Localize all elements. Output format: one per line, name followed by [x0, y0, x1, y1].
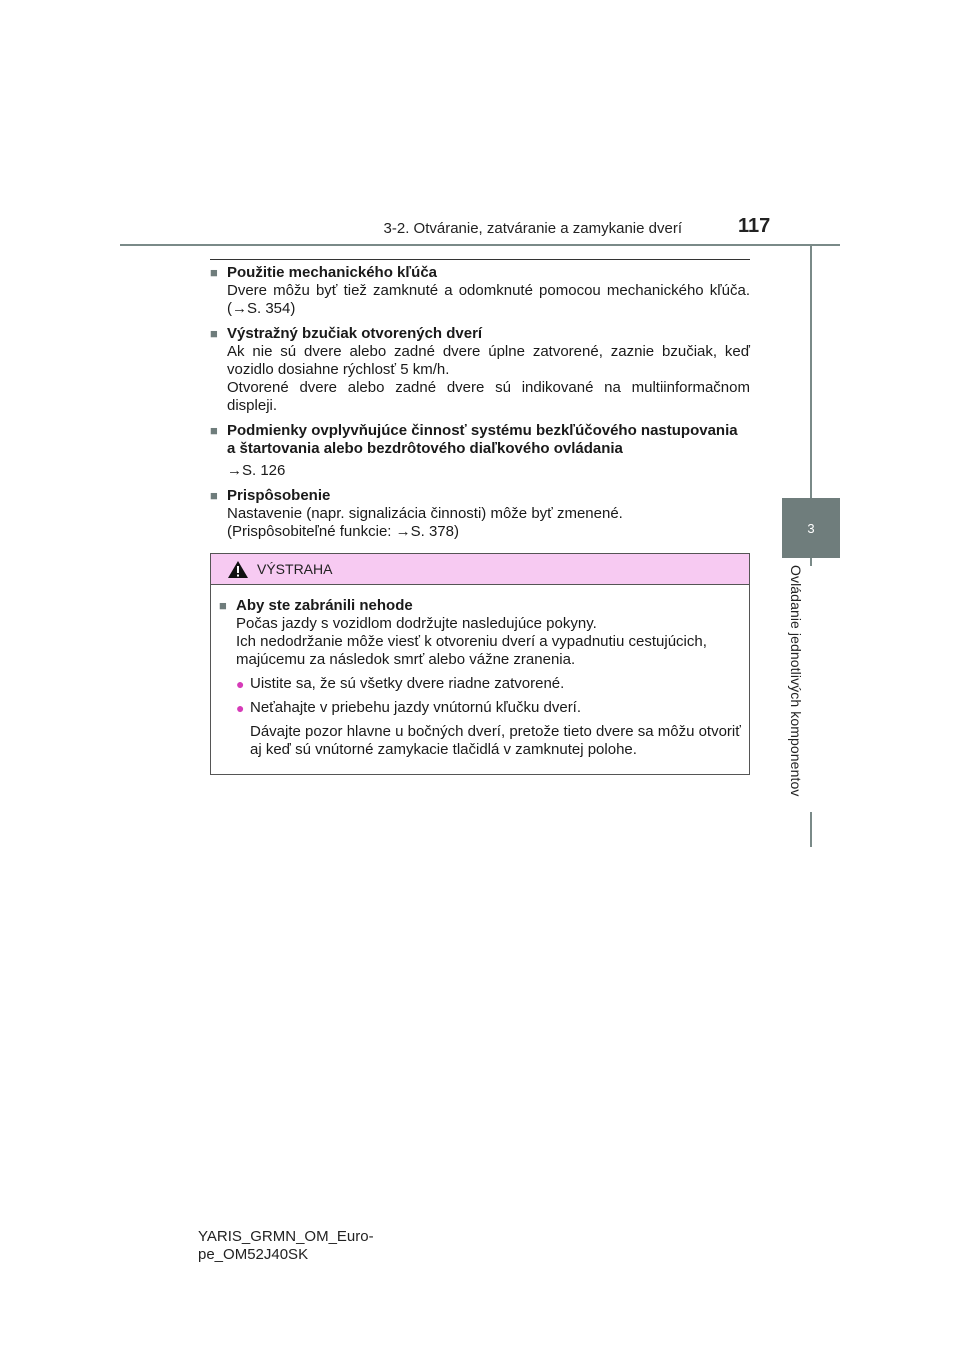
warning-bullet: ● Uistite sa, že sú všetky dvere riadne zatvorené.: [236, 675, 565, 692]
warning-triangle-icon: [227, 560, 249, 579]
section-customization: [210, 487, 750, 541]
side-rule-bottom: [810, 812, 812, 847]
section-body: →S. 126: [227, 462, 286, 479]
square-bullet-icon: ■: [219, 598, 227, 613]
section-body: Dvere môžu byť tiež zamknuté a odomknuté pomocou mechanického kľúča. (→S. 354): [227, 282, 750, 317]
section-door-buzzer: [210, 325, 750, 415]
page-number: 117: [738, 215, 771, 237]
section-mechanical-key: [210, 264, 750, 318]
section-conditions: [210, 422, 750, 480]
warning-text-2: Ich nedodržanie môže viesť k otvoreniu dverí a vypadnutiu cestujúcich, majúcemu za následok smrť alebo vážne zranenia.: [236, 633, 707, 668]
side-rule-top: [810, 246, 812, 498]
side-rule-mid: [810, 558, 812, 566]
chapter-number: 3: [807, 520, 815, 536]
content: [210, 264, 750, 548]
section-title: Podmienky ovplyvňujúce činnosť systému bezkľúčového nastupovania a štartovania alebo bezdrôtového diaľkového ovládania: [227, 422, 738, 457]
warning-sub-text: Dávajte pozor hlavne u bočných dverí, pretože tieto dvere sa môžu otvoriť aj keď sú vnútorné zamykacie tlačidlá v zamknutej polohe.: [250, 723, 741, 758]
chapter-title: Ovládanie jednotlivých komponentov: [788, 565, 804, 797]
warning-header: [211, 554, 749, 585]
section-title: 3-2. Otváranie, zatváranie a zamykanie dverí: [383, 220, 682, 237]
section-title: Prispôsobenie: [227, 487, 331, 504]
header-rule: [120, 244, 840, 246]
square-bullet-icon: ■: [210, 265, 218, 280]
square-bullet-icon: ■: [210, 423, 218, 438]
warning-heading: VÝSTRAHA: [257, 561, 333, 577]
warning-title: Aby ste zabránili nehode: [236, 597, 413, 614]
section-body: Ak nie sú dvere alebo zadné dvere úplne zatvorené, zaznie bzučiak, keď vozidlo dosiahne rýchlosť 5 km/h.: [227, 343, 750, 378]
chapter-tab: [782, 498, 840, 558]
warning-bullet: ● Neťahajte v priebehu jazdy vnútornú kľučku dverí.: [236, 699, 582, 716]
round-bullet-icon: ●: [236, 676, 245, 692]
section-body-2: Otvorené dvere alebo zadné dvere sú indikované na multiinformačnom displeji.: [227, 379, 750, 414]
round-bullet-icon: ●: [236, 700, 245, 716]
content-rule: [210, 259, 750, 260]
square-bullet-icon: ■: [210, 488, 218, 503]
warning-text: Počas jazdy s vozidlom dodržujte nasledujúce pokyny.: [236, 615, 597, 632]
warning-body: [211, 585, 749, 759]
footer-doc-id: YARIS_GRMN_OM_Euro- pe_OM52J40SK: [198, 1228, 374, 1263]
section-title: Použitie mechanického kľúča: [227, 264, 438, 281]
warning-box: [210, 553, 750, 775]
square-bullet-icon: ■: [210, 326, 218, 341]
section-title: Výstražný bzučiak otvorených dverí: [227, 325, 483, 342]
section-body: Nastavenie (napr. signalizácia činnosti) môže byť zmenené.: [227, 505, 623, 522]
section-body-2: (Prispôsobiteľné funkcie: →S. 378): [227, 523, 459, 540]
